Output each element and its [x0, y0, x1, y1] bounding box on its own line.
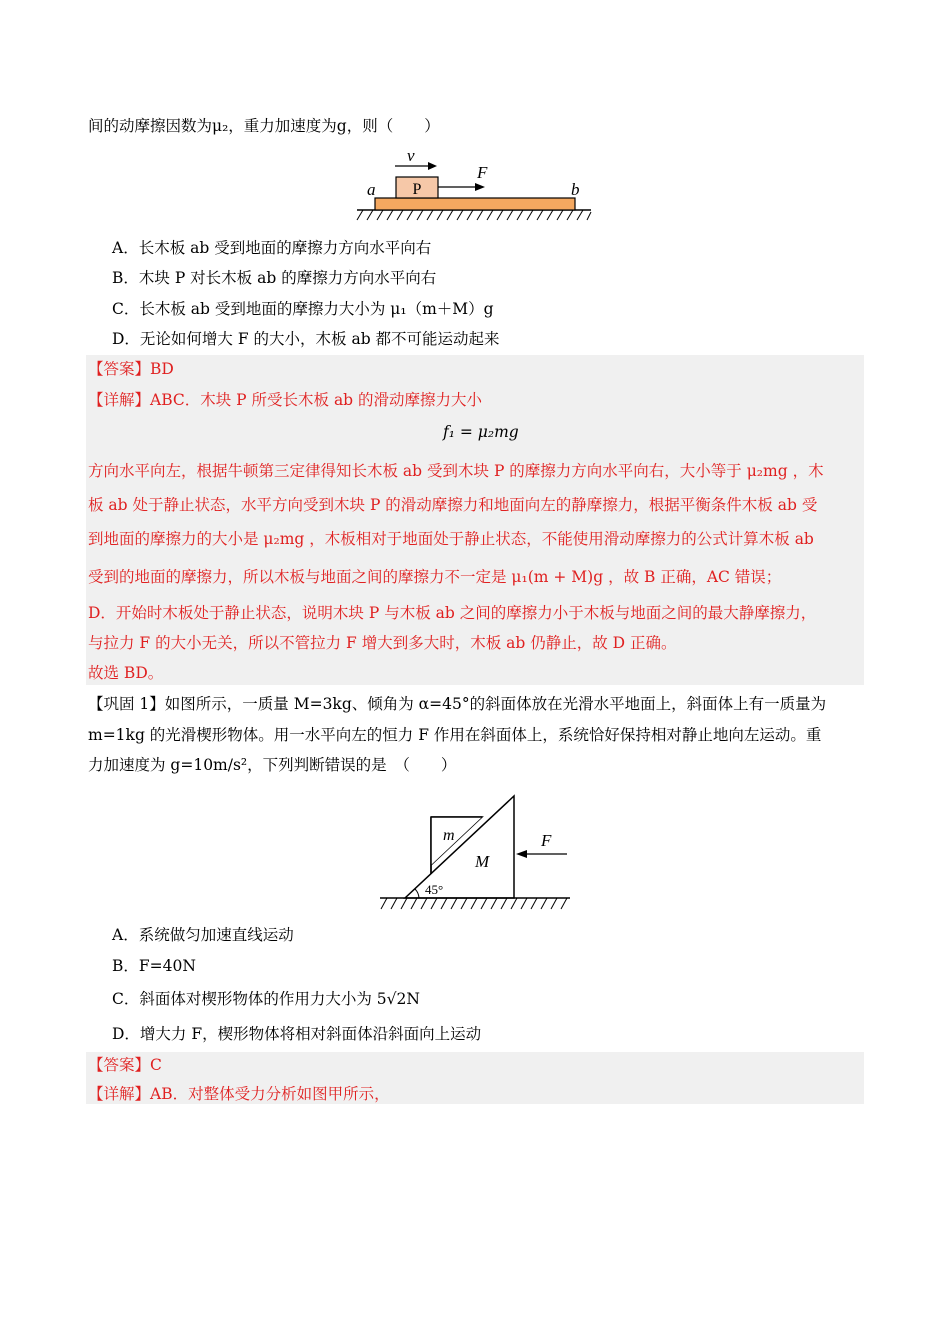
q1-option-c: C．长木板 ab 受到地面的摩擦力大小为 μ₁（m＋M）g	[112, 300, 494, 318]
q2-option-b: B．F=40N	[112, 957, 196, 975]
q1-detail-formula: f₁ = μ₂mg	[443, 423, 519, 441]
label-a: a	[367, 180, 376, 199]
label-angle: 45°	[425, 882, 444, 897]
board-ab	[375, 198, 575, 210]
q2-stem-line-1: 【巩固 1】如图所示，一质量 M=3kg、倾角为 α=45°的斜面体放在光滑水平地面上，斜面体上有一质量为	[88, 695, 827, 713]
q2-detail-line-1: 【详解】AB．对整体受力分析如图甲所示，	[88, 1085, 390, 1103]
label-b: b	[571, 180, 580, 199]
q1-detail-line-9: 故选 BD。	[88, 664, 164, 682]
q2-figure	[375, 783, 575, 915]
q2-stem-line-2: m=1kg 的光滑楔形物体。用一水平向左的恒力 F 作用在斜面体上，系统恰好保持相对静止地向左运动。重	[88, 726, 822, 744]
q1-detail-line-4: 板 ab 处于静止状态，水平方向受到木块 P 的滑动摩擦力和地面向左的静摩擦力，根据平衡条件木板 ab 受	[88, 496, 818, 514]
q1-detail-line-1: 【详解】ABC．木块 P 所受长木板 ab 的滑动摩擦力大小	[88, 391, 483, 409]
incline-m	[405, 796, 514, 898]
q1-detail-line-6: 受到的地面的摩擦力，所以木板与地面之间的摩擦力不一定是 μ₁(m + M)g ，故 B 正确，AC 错误；	[88, 568, 782, 586]
q1-answer: 【答案】BD	[88, 360, 174, 378]
label-f: F	[477, 163, 488, 182]
q1-figure	[355, 140, 595, 226]
q1-option-a: A．长木板 ab 受到地面的摩擦力方向水平向右	[112, 239, 432, 257]
q1-detail-line-8: 与拉力 F 的大小无关，所以不管拉力 F 增大到多大时，木板 ab 仍静止，故 D 正确。	[88, 634, 677, 652]
q2-option-a: A．系统做匀加速直线运动	[112, 926, 294, 944]
label-p: P	[412, 181, 422, 198]
q1-stem: 间的动摩擦因数为μ₂，重力加速度为g，则（ ）	[88, 117, 440, 135]
q1-detail-line-5: 到地面的摩擦力的大小是 μ₂mg ，木板相对于地面处于静止状态，不能使用滑动摩擦力的公式计算木板 ab	[88, 530, 814, 548]
q1-option-b: B．木块 P 对长木板 ab 的摩擦力方向水平向右	[112, 269, 437, 287]
q2-option-c: C．斜面体对楔形物体的作用力大小为 5√2N	[112, 990, 420, 1008]
q2-answer: 【答案】C	[88, 1056, 162, 1074]
label-m: m	[443, 827, 455, 844]
q2-option-d: D．增大力 F，楔形物体将相对斜面体沿斜面向上运动	[112, 1025, 482, 1043]
q1-detail-line-3: 方向水平向左，根据牛顿第三定律得知长木板 ab 受到木块 P 的摩擦力方向水平向右，大小等于 μ₂mg ，木	[88, 462, 824, 480]
label-f2: F	[541, 831, 552, 850]
q1-option-d: D．无论如何增大 F 的大小，木板 ab 都不可能运动起来	[112, 330, 500, 348]
label-big-m: M	[475, 852, 490, 871]
label-v: v	[407, 146, 415, 165]
q1-detail-line-7: D．开始时木板处于静止状态，说明木块 P 与木板 ab 之间的摩擦力小于木板与地面之间的最大静摩擦力，	[88, 604, 817, 622]
q2-stem-line-3: 力加速度为 g=10m/s²，下列判断错误的是 （ ）	[88, 756, 457, 774]
